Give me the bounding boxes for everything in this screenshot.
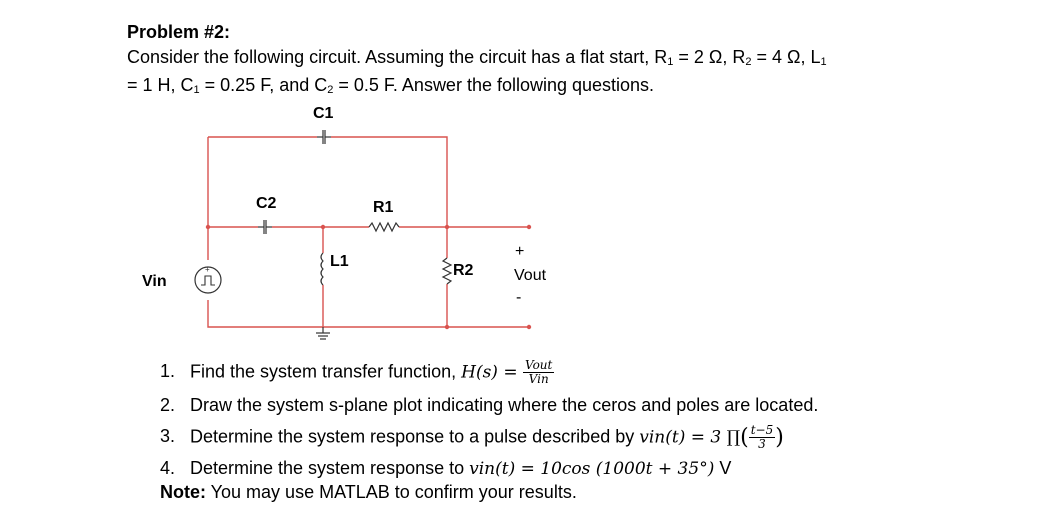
vout-minus: - [516,289,522,306]
capacitor-c1 [317,130,331,144]
label-vout: Vout [514,267,547,284]
resistor-r2 [443,258,451,284]
question-2: 2. Draw the system s-plane plot indicating where the ceros and poles are located. [160,395,819,415]
label-r1: R1 [373,199,394,216]
junction-dots [206,225,531,329]
circuit-wires [208,137,529,327]
fraction-vout-vin: $\frac{\text{Vout}}{\text{Vin}}$ [525,358,553,386]
question-3: 3. Determine the system response to a pulse described by vin(t) = 3 ∏( $\frac{t-5}{3}$ ) [160,423,784,451]
note: Note: You may use MATLAB to confirm your results. [160,482,577,502]
inductor-l1 [321,253,323,285]
ground-symbol [316,327,330,339]
fraction-pulse: $\frac{t-5}{3}$ [750,423,774,451]
question-4: 4. Determine the system response to vin(t) = 10cos (1000t + 35°) V [160,458,732,479]
label-r2: R2 [453,262,474,279]
vout-plus: + [515,243,525,260]
problem-title: Problem #2: [127,22,231,42]
question-1: 1. Find the system transfer function, H(s) = $\frac{\text{Vout}}{\text{Vin}}$ [160,358,553,386]
label-l1: L1 [330,253,349,270]
label-c1: C1 [313,105,334,122]
label-vin: Vin [142,273,167,290]
problem-statement: Consider the following circuit. Assuming the circuit has a flat start, $R_1 = 2$ Ω, $R_2 = 4$ Ω, $L_1$ = 1 H, $C_1 = 0.25$ F, and $C_2 = 0.5$ F. Answer the following questions. [127,47,827,96]
label-c2: C2 [256,195,277,212]
voltage-source-vin [195,265,221,293]
resistor-r1 [369,223,399,231]
svg-text:+: + [205,265,210,274]
capacitor-c2 [258,220,272,234]
